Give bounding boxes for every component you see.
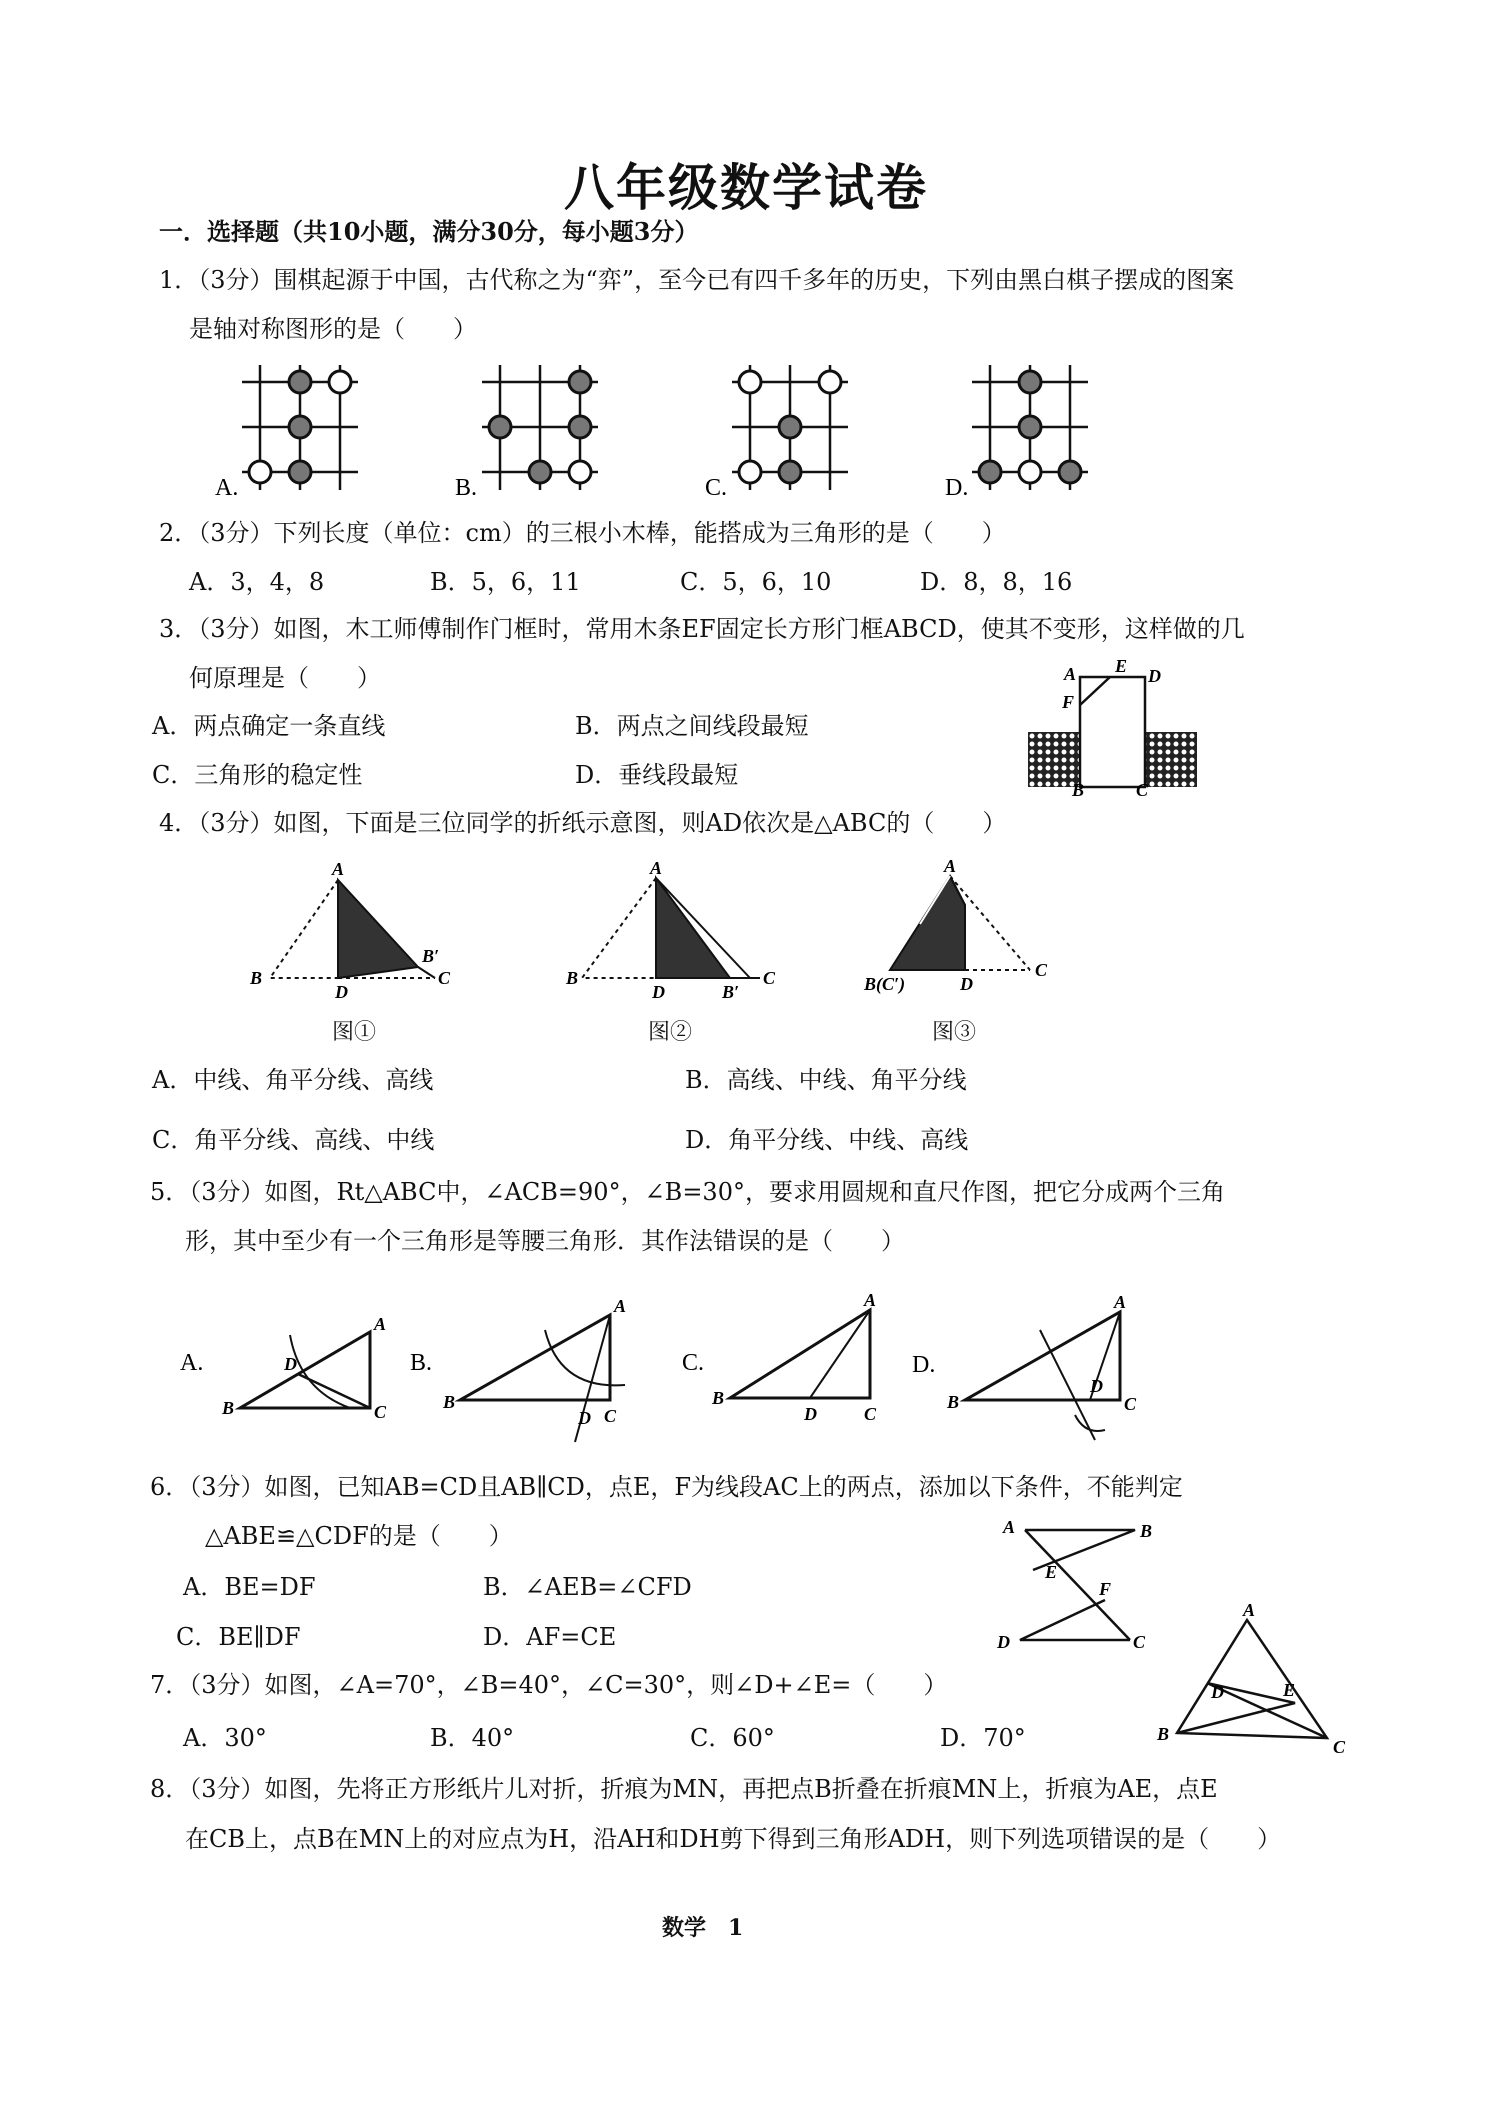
black-stone — [1019, 371, 1041, 393]
question-8-text: 8．（3分）如图，先将正方形纸片儿对折，折痕为MN，再把点B折叠在折痕MN上，折痕为AE，点E — [150, 1775, 1218, 1803]
white-stone — [329, 371, 351, 393]
label-a: A — [944, 856, 957, 876]
question-2-text: 2．（3分）下列长度（单位：cm）的三根小木棒，能搭成为三角形的是（ ） — [159, 519, 1006, 547]
question-2-option-b[interactable]: B．5，6，11 — [430, 568, 581, 596]
figure-caption-2: 图② — [648, 1020, 693, 1045]
white-stone — [739, 461, 761, 483]
label-c: C — [1124, 1394, 1137, 1414]
label-e: E — [1045, 1562, 1058, 1582]
page-footer: 数学 1 — [662, 1915, 744, 1941]
option-label[interactable]: C. — [705, 475, 728, 501]
fold-figure-3 — [860, 856, 1090, 1000]
go-board-option-d — [940, 360, 1130, 500]
white-stone — [569, 461, 591, 483]
label-a: A — [650, 858, 663, 878]
label-a: A — [374, 1314, 387, 1334]
question-6-option-a[interactable]: A．BE=DF — [183, 1573, 316, 1601]
question-6-text: 6．（3分）如图，已知AB=CD且AB∥CD，点E，F为线段AC上的两点，添加以下条件，不能判定 — [150, 1473, 1183, 1501]
question-3-option-b[interactable]: B．两点之间线段最短 — [575, 712, 809, 740]
label-b-prime: B′ — [722, 982, 740, 1002]
question-7-option-d[interactable]: D．70° — [940, 1724, 1026, 1752]
option-label[interactable]: A. — [215, 475, 239, 501]
door-frame-figure — [1020, 656, 1200, 805]
question-3-option-a[interactable]: A．两点确定一条直线 — [152, 712, 386, 740]
label-a: A — [332, 859, 345, 879]
label-d: D — [1148, 666, 1161, 686]
question-2-option-a[interactable]: A．3，4，8 — [189, 568, 325, 596]
go-board-option-a — [210, 360, 400, 500]
label-d: D — [804, 1404, 817, 1424]
label-a: A — [1114, 1292, 1127, 1312]
label-c: C — [438, 968, 451, 988]
question-8-text-cont: 在CB上，点B在MN上的对应点为H，沿AH和DH剪下得到三角形ADH，则下列选项错误的是（ ） — [185, 1825, 1282, 1853]
fold-figure-2 — [560, 860, 790, 1000]
black-stone — [289, 416, 311, 438]
label-c: C — [1136, 780, 1149, 800]
go-board-option-c — [700, 360, 890, 500]
black-stone — [1059, 461, 1081, 483]
black-stone — [289, 371, 311, 393]
label-a: A — [1003, 1517, 1016, 1537]
label-c: C — [763, 968, 776, 988]
question-7-option-c[interactable]: C．60° — [690, 1724, 775, 1752]
label-c: C — [604, 1406, 617, 1426]
black-stone — [489, 416, 511, 438]
question-5-text-cont: 形，其中至少有一个三角形是等腰三角形．其作法错误的是（ ） — [185, 1227, 905, 1255]
question-4-option-a[interactable]: A．中线、角平分线、高线 — [152, 1066, 434, 1094]
option-b-label: B. — [410, 1350, 433, 1376]
label-c: C — [864, 1404, 877, 1424]
black-stone — [1019, 416, 1041, 438]
question-7-text: 7．（3分）如图，∠A=70°，∠B=40°，∠C=30°，则∠D+∠E=（ ） — [150, 1671, 948, 1699]
white-stone — [249, 461, 271, 483]
label-d: D — [1211, 1682, 1224, 1702]
question-1-text-cont: 是轴对称图形的是（ ） — [189, 315, 477, 343]
construction-figures — [170, 1290, 1170, 1435]
question-7-option-a[interactable]: A．30° — [183, 1724, 267, 1752]
option-c-label: C. — [682, 1350, 705, 1376]
black-stone — [289, 461, 311, 483]
label-a: A — [614, 1296, 627, 1316]
question-2-option-c[interactable]: C．5，6，10 — [680, 568, 832, 596]
label-a: A — [864, 1290, 877, 1310]
black-stone — [979, 461, 1001, 483]
option-label[interactable]: B. — [455, 475, 478, 501]
black-stone — [529, 461, 551, 483]
option-label[interactable]: D. — [945, 475, 969, 501]
label-b: B — [712, 1388, 725, 1408]
white-stone — [1019, 461, 1041, 483]
white-stone — [739, 371, 761, 393]
black-stone — [569, 416, 591, 438]
fold-figure-1 — [240, 860, 470, 1000]
label-b: B — [250, 968, 263, 988]
label-b: B — [222, 1398, 235, 1418]
label-c: C — [374, 1402, 387, 1422]
label-b: B — [1072, 780, 1085, 800]
parallel-segments-figure — [995, 1515, 1175, 1655]
question-6-option-c[interactable]: C．BE∥DF — [176, 1623, 301, 1651]
question-7-option-b[interactable]: B．40° — [430, 1724, 515, 1752]
label-d: D — [284, 1354, 297, 1374]
label-f: F — [1099, 1579, 1112, 1599]
label-e: E — [1115, 656, 1128, 676]
label-d: D — [335, 982, 348, 1002]
question-4-option-d[interactable]: D．角平分线、中线、高线 — [685, 1126, 969, 1154]
question-3-option-d[interactable]: D．垂线段最短 — [575, 761, 739, 789]
question-4-text: 4．（3分）如图，下面是三位同学的折纸示意图，则AD依次是△ABC的（ ） — [159, 809, 1007, 837]
option-d-label: D. — [912, 1352, 936, 1378]
question-6-option-b[interactable]: B．∠AEB=∠CFD — [483, 1573, 692, 1601]
question-2-option-d[interactable]: D．8，8，16 — [920, 568, 1073, 596]
question-5-text: 5．（3分）如图，Rt△ABC中，∠ACB=90°，∠B=30°，要求用圆规和直尺作图，把它分成两个三角 — [150, 1178, 1225, 1206]
question-6-text-cont: △ABE≌△CDF的是（ ） — [205, 1522, 513, 1550]
label-c: C — [1333, 1737, 1346, 1757]
figure-caption-3: 图③ — [932, 1020, 977, 1045]
black-stone — [779, 416, 801, 438]
question-3-option-c[interactable]: C．三角形的稳定性 — [152, 761, 363, 789]
label-d: D — [1090, 1376, 1103, 1396]
label-b-c-prime: B(C′) — [864, 974, 906, 994]
black-stone — [779, 461, 801, 483]
question-6-option-d[interactable]: D．AF=CE — [483, 1623, 617, 1651]
label-b: B — [1157, 1724, 1170, 1744]
label-b: B — [566, 968, 579, 988]
black-stone — [569, 371, 591, 393]
question-4-option-b[interactable]: B．高线、中线、角平分线 — [685, 1066, 967, 1094]
label-b: B — [1140, 1521, 1153, 1541]
figure-caption-1: 图① — [332, 1020, 377, 1045]
label-d: D — [652, 982, 665, 1002]
label-e: E — [1283, 1680, 1296, 1700]
question-1-text: 1．（3分）围棋起源于中国，古代称之为“弈”，至今已有四千多年的历史，下列由黑白棋子摆成的图案 — [159, 266, 1235, 294]
question-3-text: 3．（3分）如图，木工师傅制作门框时，常用木条EF固定长方形门框ABCD，使其不变形，这样做的几 — [159, 615, 1245, 643]
label-b-prime: B′ — [422, 946, 440, 966]
label-f: F — [1062, 692, 1075, 712]
label-a: A — [1243, 1600, 1256, 1620]
label-c: C — [1035, 960, 1048, 980]
section-heading: 一．选择题（共10小题，满分30分，每小题3分） — [159, 217, 699, 246]
label-b: B — [443, 1392, 456, 1412]
triangle-figure — [1155, 1598, 1365, 1763]
label-d: D — [578, 1408, 591, 1428]
label-d: D — [960, 974, 973, 994]
option-a-label: A. — [180, 1350, 204, 1376]
question-3-text-cont: 何原理是（ ） — [189, 664, 381, 692]
page-title: 八年级数学试卷 — [564, 158, 928, 217]
label-c: C — [1133, 1632, 1146, 1652]
white-stone — [819, 371, 841, 393]
label-d: D — [997, 1632, 1010, 1652]
label-b: B — [947, 1392, 960, 1412]
question-4-option-c[interactable]: C．角平分线、高线、中线 — [152, 1126, 435, 1154]
label-a: A — [1064, 664, 1077, 684]
go-board-option-b — [450, 360, 640, 500]
